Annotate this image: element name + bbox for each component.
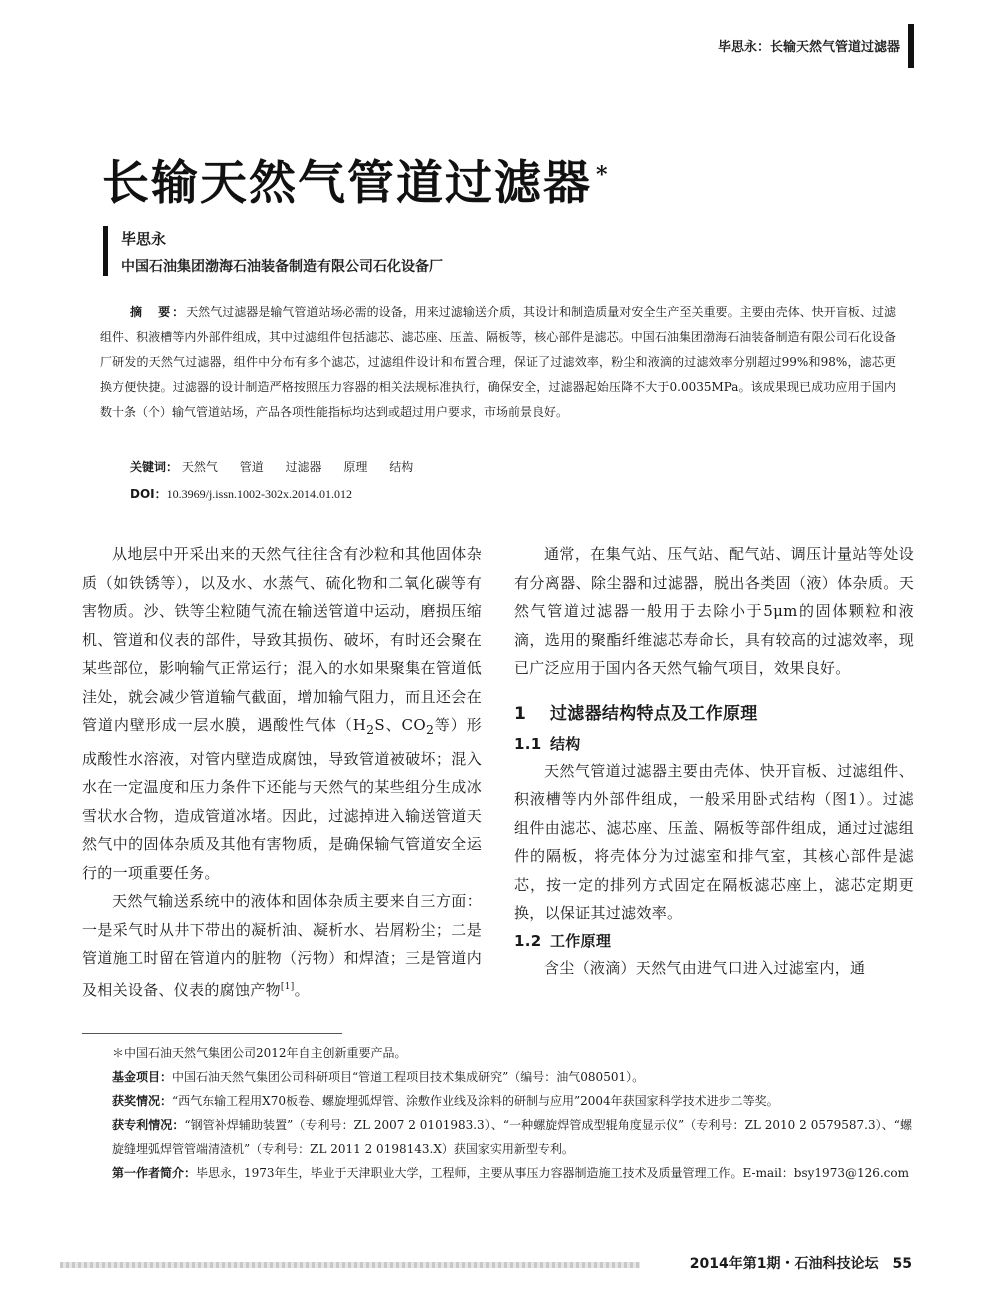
page-footer [690, 1253, 912, 1273]
keyword: 原理 [343, 460, 368, 474]
keyword: 结构 [389, 460, 414, 474]
footnote-text: “西气东输工程用X70板卷、螺旋埋弧焊管、涂敷作业线及涂料的研制与应用”2004年获国家科学技术进步二等奖。 [172, 1094, 779, 1108]
footnote-label: 第一作者简介： [112, 1166, 197, 1180]
footnotes [82, 1041, 912, 1185]
abstract [100, 300, 896, 425]
body-column-right [514, 540, 914, 982]
body-column-left [82, 540, 482, 1004]
title-footnote-mark: * [596, 162, 610, 189]
doi-label: DOI： [130, 487, 167, 501]
author-name: 毕思永 [121, 230, 167, 248]
footnote-label: 获奖情况： [112, 1094, 173, 1108]
footnote-label: 基金项目： [112, 1070, 173, 1084]
paragraph: 天然气管道过滤器主要由壳体、快开盲板、过滤组件、积液槽等内外部件组成，一般采用卧式结构（图1）。过滤组件由滤芯、滤芯座、压盖、隔板等部件组成，通过过滤组件的隔板，将壳体分为过滤室和排气室，其核心部件是滤芯，按一定的排列方式固定在隔板滤芯座上，滤芯定期更换，以保证其过滤效率。 [514, 761, 914, 922]
footnote-fund [82, 1065, 912, 1089]
section-number: 1 [514, 703, 527, 724]
footnote-award [82, 1089, 912, 1113]
paragraph-text: 等）形成酸性水溶液，对管内壁造成腐蚀，导致管道被破坏；混入水在一定温度和压力条件下还能与天然气的某些组分生成冰雪状水合物，造成管道冰堵。因此，过滤掉进入输送管道天然气中的固体杂质及其他有害物质，是确保输气管道安全运行的一项重要任务。 [82, 716, 482, 882]
paragraph: 含尘（液滴）天然气由进气口进入过滤室内，通 [544, 958, 866, 977]
subsection-title: 工作原理 [550, 931, 612, 950]
formula-h2s: H [352, 716, 367, 734]
paragraph-text: 天然气输送系统中的液体和固体杂质主要来自三方面：一是采气时从井下带出的凝析油、凝析水、岩屑粉尘；二是管道施工时留在管道内的脏物（污物）和焊渣；三是管道内及相关设备、仪表的腐蚀产物 [82, 892, 482, 999]
paragraph [82, 887, 482, 1004]
abstract-label: 摘 要： [130, 305, 187, 319]
formula-co2: S、CO [374, 716, 426, 734]
keywords [130, 458, 431, 475]
footnote-rule [82, 1033, 342, 1034]
keyword: 天然气 [181, 460, 218, 474]
subsection-heading [514, 928, 914, 954]
keyword: 过滤器 [285, 460, 322, 474]
paragraph [82, 540, 482, 887]
footnote-text: 中国石油天然气集团公司科研项目“管道工程项目技术集成研究”（编号：油气080501）。 [172, 1070, 645, 1084]
keywords-label: 关键词： [130, 460, 179, 474]
abstract-text: 天然气过滤器是输气管道站场必需的设备，用来过滤输送介质，其设计和制造质量对安全生产至关重要。主要由壳体、快开盲板、过滤组件、积液槽等内外部件组成，其中过滤组件包括滤芯、滤芯座、压盖、隔板等，核心部件是滤芯。中国石油集团渤海石油装备制造有限公司石化设备厂研发的天然气过滤器，组件中分布有多个滤芯，过滤组件设计和布置合理，保证了过滤效率，粉尘和液滴的过滤效率分别超过99%和98%，滤芯更换方便快捷。过滤器的设计制造严格按照压力容器的相关法规标准执行，确保安全，过滤器起始压降不大于0.0035MPa。该成果现已成功应用于国内数十条（个）输气管道站场，产品各项性能指标均达到或超过用户要求，市场前景良好。 [100, 305, 896, 419]
footnote-author [82, 1161, 912, 1185]
running-header: 毕思永：长输天然气管道过滤器 [717, 40, 900, 55]
title-text: 长输天然气管道过滤器 [102, 156, 592, 211]
keyword: 管道 [239, 460, 264, 474]
footnote-star: ＊中国石油天然气集团公司2012年自主创新重要产品。 [112, 1046, 407, 1060]
citation-ref: [1] [280, 981, 295, 992]
subsection-number: 1.2 [514, 931, 542, 950]
paragraph-text: 从地层中开采出来的天然气往往含有沙粒和其他固体杂质（如铁锈等），以及水、水蒸气、硫化物和二氧化碳等有害物质。沙、铁等尘粒随气流在输送管道中运动，磨损压缩机、管道和仪表的部件，导致其损伤、破坏，有时还会聚在某些部位，影响输气正常运行；混入的水如果聚集在管道低洼处，就会减少管道输气截面，增加输气阻力，而且还会在管道内壁形成一层水膜，遇酸性气体（ [82, 545, 482, 734]
doi-value: 10.3969/j.issn.1002-302x.2014.01.012 [166, 487, 352, 501]
page-number: 55 [892, 1256, 912, 1272]
subscript: 2 [366, 722, 375, 737]
subsection-number: 1.1 [514, 734, 542, 753]
footnote-text: “钢管补焊辅助装置”（专利号：ZL 2007 2 0101983.3）、“一种螺旋焊管成型辊角度显示仪”（专利号：ZL 2010 2 0579587.3）、“螺旋缝埋弧焊管管端清渣机”（专利号：ZL 2011 2 0198143.X）获国家实用新型专利。 [112, 1118, 912, 1156]
journal-name: 2014年第1期・石油科技论坛 [689, 1256, 879, 1272]
paragraph: 通常，在集气站、压气站、配气站、调压计量站等处设有分离器、除尘器和过滤器，脱出各类固（液）体杂质。天然气管道过滤器一般用于去除小于5μm的固体颗粒和液滴，选用的聚酯纤维滤芯寿命长，具有较高的过滤效率，现已广泛应用于国内各天然气输气项目，效果良好。 [514, 545, 914, 677]
author-bar [103, 226, 108, 276]
footnote-patent [82, 1113, 912, 1161]
subsection-heading [514, 731, 914, 757]
section-heading [514, 699, 914, 729]
subscript: 2 [425, 722, 435, 737]
footer-decoration-strip [60, 1262, 640, 1268]
subsection-title: 结构 [550, 734, 581, 753]
footnote-text: 毕思永，1973年生，毕业于天津职业大学，工程师，主要从事压力容器制造施工技术及质量管理工作。E-mail：bsy1973@126.com [196, 1166, 910, 1180]
footnote-label: 获专利情况： [112, 1118, 185, 1132]
doi [130, 485, 352, 502]
header-bar [908, 24, 914, 68]
paragraph-text: 。 [294, 980, 310, 999]
section-title: 过滤器结构特点及工作原理 [550, 703, 758, 724]
article-title [102, 146, 610, 213]
affiliation: 中国石油集团渤海石油装备制造有限公司石化设备厂 [121, 259, 443, 275]
